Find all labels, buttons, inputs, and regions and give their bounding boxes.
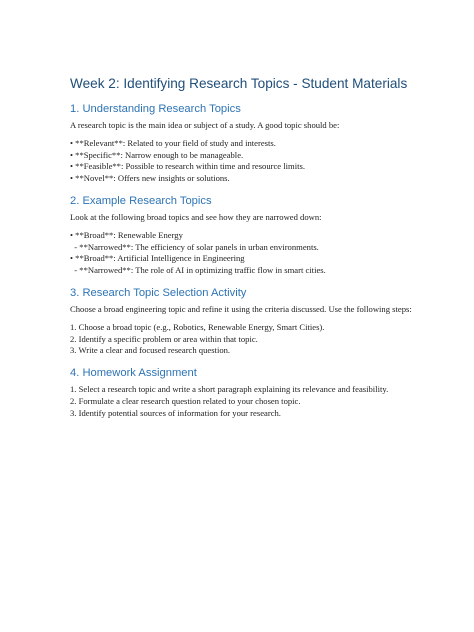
list-item: 3. Identify potential sources of information for your research.: [70, 407, 281, 418]
section-heading-activity: 3. Research Topic Selection Activity: [70, 286, 247, 299]
bullet-list: [70, 138, 414, 185]
section-heading-homework: 4. Homework Assignment: [70, 367, 197, 380]
list-item: - **Narrowed**: The efficiency of solar panels in urban environments.: [70, 241, 319, 252]
list-item: • **Feasible**: Possible to research within time and resource limits.: [70, 161, 305, 172]
section-intro: A research topic is the main idea or subject of a study. A good topic should be:: [70, 120, 340, 130]
numbered-list: [70, 384, 414, 419]
numbered-list: [70, 322, 414, 357]
list-item: • **Specific**: Narrow enough to be manageable.: [70, 149, 244, 160]
list-item: 1. Choose a broad topic (e.g., Robotics, Renewable Energy, Smart Cities).: [70, 321, 325, 332]
list-item: • **Novel**: Offers new insights or solutions.: [70, 173, 230, 184]
list-item: - **Narrowed**: The role of AI in optimizing traffic flow in smart cities.: [70, 265, 326, 276]
section-intro: Look at the following broad topics and see how they are narrowed down:: [70, 211, 322, 222]
list-item: • **Relevant**: Related to your field of study and interests.: [70, 137, 276, 148]
list-item: • **Broad**: Artificial Intelligence in Engineering: [70, 253, 245, 264]
list-item: 3. Write a clear and focused research question.: [70, 345, 231, 356]
document-title: Week 2: Identifying Research Topics - Student Materials: [70, 76, 408, 91]
bullet-list: [70, 230, 414, 277]
section-intro: Choose a broad engineering topic and refine it using the criteria discussed. Use the following steps:: [70, 303, 412, 314]
section-heading-understanding: 1. Understanding Research Topics: [70, 103, 241, 115]
section-heading-examples: 2. Example Research Topics: [70, 194, 212, 207]
list-item: 2. Formulate a clear research question related to your chosen topic.: [70, 395, 301, 406]
list-item: 2. Identify a specific problem or area within that topic.: [70, 333, 258, 344]
list-item: 1. Select a research topic and write a short paragraph explaining its relevance and feasibility.: [70, 384, 389, 395]
list-item: • **Broad**: Renewable Energy: [70, 229, 183, 240]
